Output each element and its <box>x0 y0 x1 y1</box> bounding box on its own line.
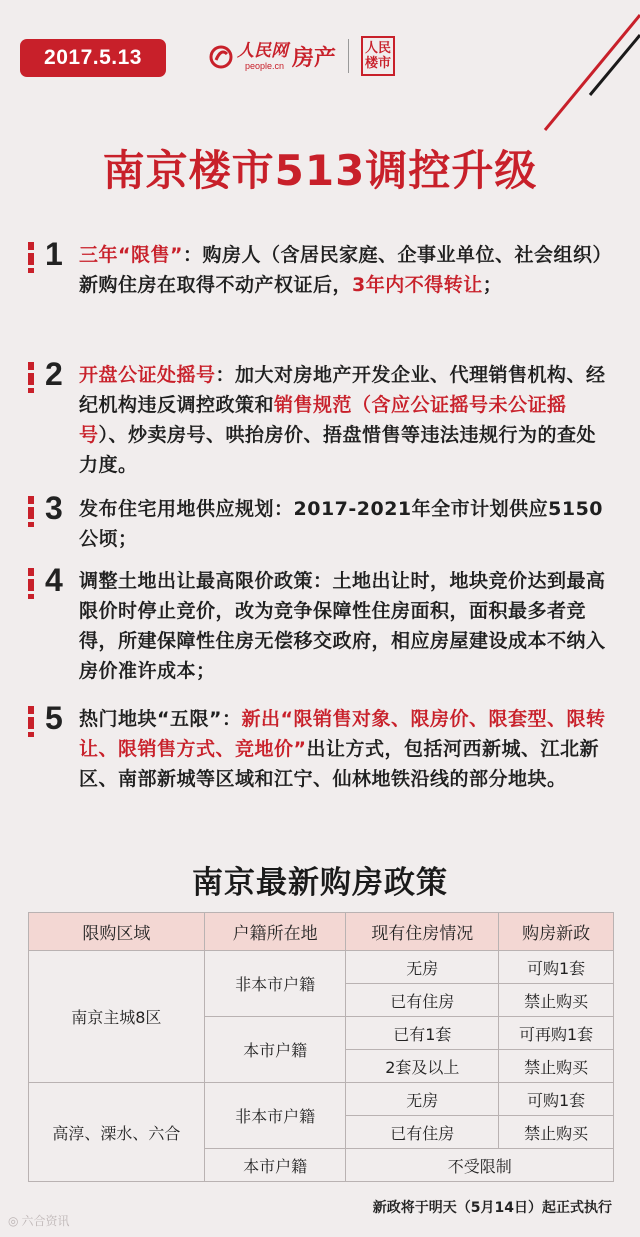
hukou-cell: 非本市户籍 <box>204 951 346 1017</box>
item-text: 发布住宅用地供应规划：2017-2021年全市计划供应5150公顷； <box>79 498 604 550</box>
policy-table <box>28 912 614 1182</box>
table-row <box>29 1083 614 1116</box>
header-region: 限购区域 <box>29 913 205 951</box>
item-text: 三年“限售”：购房人（含居民家庭、企事业单位、社会组织）新购住房在取得不动产权证后，3年内不得转让； <box>79 244 612 296</box>
effective-date-note: 新政将于明天（5月14日）起正式执行 <box>372 1200 612 1216</box>
item-text: 调整土地出让最高限价政策：土地出让时，地块竞价达到最高限价时停止竞价，改为竞争保障性住房面积，面积最多者竞得，所建保障性住房无偿移交政府，相应房屋建设成本不纳入房价准许成本； <box>79 570 606 682</box>
status-cell: 无房 <box>346 951 499 984</box>
status-cell: 已有住房 <box>346 1116 499 1149</box>
hukou-cell: 本市户籍 <box>204 1017 346 1083</box>
bullet-icon <box>28 496 37 530</box>
brand-name: 人民网 <box>237 41 288 61</box>
page-title: 南京楼市513调控升级 <box>102 146 538 195</box>
policy-cell: 禁止购买 <box>499 1116 614 1149</box>
policy-cell: 禁止购买 <box>499 1050 614 1083</box>
table-header-row <box>29 913 614 951</box>
item-number: 3 <box>45 490 63 526</box>
item-number: 1 <box>45 236 63 272</box>
watermark: ◎ 六合资讯 <box>8 1213 70 1228</box>
policy-cell: 可购1套 <box>499 1083 614 1116</box>
weibo-icon: ◎ <box>8 1213 19 1228</box>
brand-section: 房产 <box>292 45 337 71</box>
hukou-cell: 非本市户籍 <box>204 1083 346 1149</box>
brand-url: people.cn <box>245 61 285 71</box>
renmin-loushi-stamp: 人民 楼市 <box>361 36 395 76</box>
item-number: 4 <box>45 562 63 598</box>
policy-cell: 可购1套 <box>499 951 614 984</box>
policy-cell: 可再购1套 <box>499 1017 614 1050</box>
policy-table-title: 南京最新购房政策 <box>192 865 448 901</box>
item-number: 2 <box>45 356 63 392</box>
status-cell: 已有1套 <box>346 1017 499 1050</box>
header-housing-status: 现有住房情况 <box>346 913 499 951</box>
header-hukou: 户籍所在地 <box>204 913 346 951</box>
policy-cell-merged: 不受限制 <box>346 1149 614 1182</box>
header-new-policy: 购房新政 <box>499 913 614 951</box>
status-cell: 2套及以上 <box>346 1050 499 1083</box>
policy-cell: 禁止购买 <box>499 984 614 1017</box>
bullet-icon <box>28 568 37 602</box>
people-logo-icon <box>207 42 235 70</box>
status-cell: 无房 <box>346 1083 499 1116</box>
item-number: 5 <box>45 700 63 736</box>
brand-divider <box>348 39 349 73</box>
bullet-icon <box>28 362 37 396</box>
status-cell: 已有住房 <box>346 984 499 1017</box>
table-row <box>29 951 614 984</box>
brand-logo[interactable] <box>207 34 395 78</box>
item-text: 开盘公证处摇号：加大对房地产开发企业、代理销售机构、经纪机构违反调控政策和销售规范（含应公证摇号未公证摇号）、炒卖房号、哄抬房价、捂盘惜售等违法违规行为的查处力度。 <box>79 364 606 476</box>
bullet-icon <box>28 706 37 740</box>
region-cell: 南京主城8区 <box>29 951 205 1083</box>
bullet-icon <box>28 242 37 276</box>
date-badge: 2017.5.13 <box>20 39 166 77</box>
hukou-cell: 本市户籍 <box>204 1149 346 1182</box>
item-text: 热门地块“五限”：新出“限销售对象、限房价、限套型、限转让、限销售方式、竞地价”出让方式，包括河西新城、江北新区、南部新城等区域和江宁、仙林地铁沿线的部分地块。 <box>79 708 606 790</box>
region-cell: 高淳、溧水、六合 <box>29 1083 205 1182</box>
